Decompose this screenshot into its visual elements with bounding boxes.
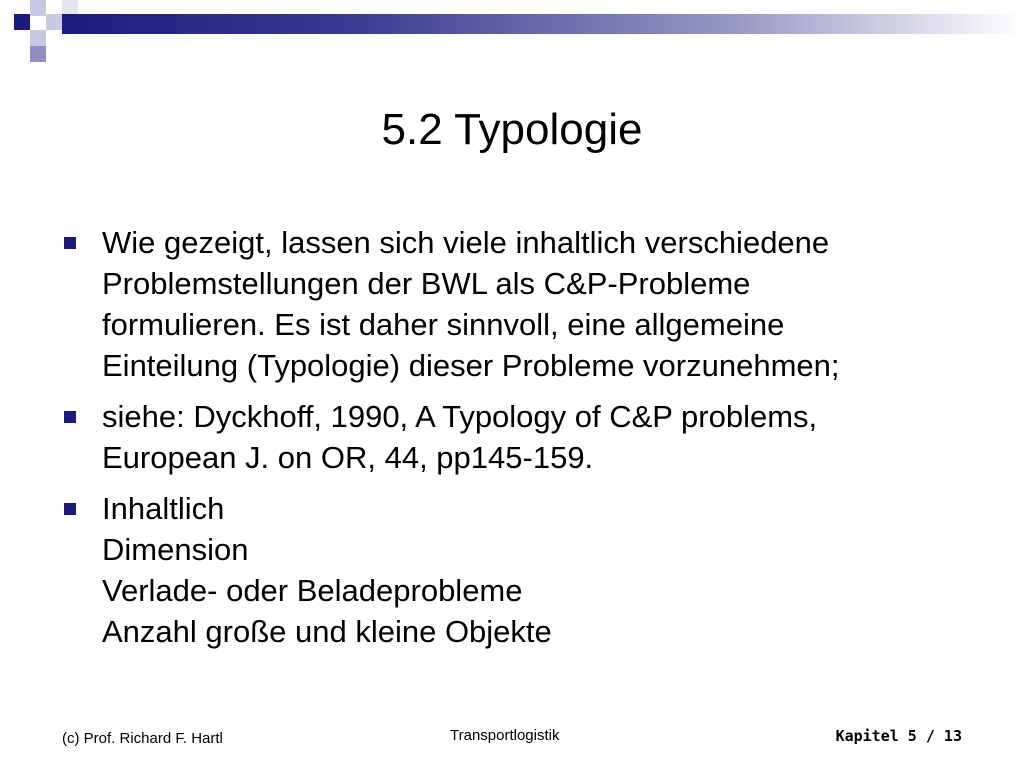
bullet-line: formulieren. Es ist daher sinnvoll, eine allgemeine: [102, 307, 785, 342]
bullet-item: [62, 396, 962, 478]
header-square-light: [46, 14, 62, 30]
header-square-dark: [14, 14, 30, 30]
bullet-line: European J. on OR, 44, pp145-159.: [102, 440, 594, 475]
bullet-line: Einteilung (Typologie) dieser Probleme vorzunehmen;: [102, 348, 840, 383]
bullet-square-icon: [64, 411, 76, 423]
bullet-square-icon: [64, 503, 76, 515]
bullet-line: siehe: Dyckhoff, 1990, A Typology of C&P problems,: [102, 399, 818, 434]
bullet-line: Inhaltlich: [102, 491, 225, 526]
bullet-item: [62, 222, 962, 386]
slide-title: 5.2 Typologie: [381, 105, 643, 154]
header-square-faint: [62, 0, 78, 14]
bullet-list: [62, 222, 962, 662]
bullet-line: Problemstellungen der BWL als C&P-Probleme: [102, 266, 751, 301]
header-square-light: [30, 0, 46, 16]
bullet-line: Wie gezeigt, lassen sich viele inhaltlich verschiedene: [102, 225, 830, 260]
footer-page-number: Kapitel 5 / 13: [835, 727, 962, 745]
footer-author: (c) Prof. Richard F. Hartl: [62, 730, 223, 747]
bullet-square-icon: [64, 237, 76, 249]
footer-course: Transportlogistik: [450, 727, 560, 744]
header-square-light: [30, 30, 46, 46]
bullet-line: Dimension: [102, 532, 249, 567]
bullet-line: Verlade- oder Beladeprobleme: [102, 573, 523, 608]
bullet-line: Anzahl große und kleine Objekte: [102, 614, 552, 649]
header-gradient-bar: [62, 14, 1024, 34]
header-square-mid: [30, 46, 46, 62]
bullet-item: [62, 488, 962, 652]
